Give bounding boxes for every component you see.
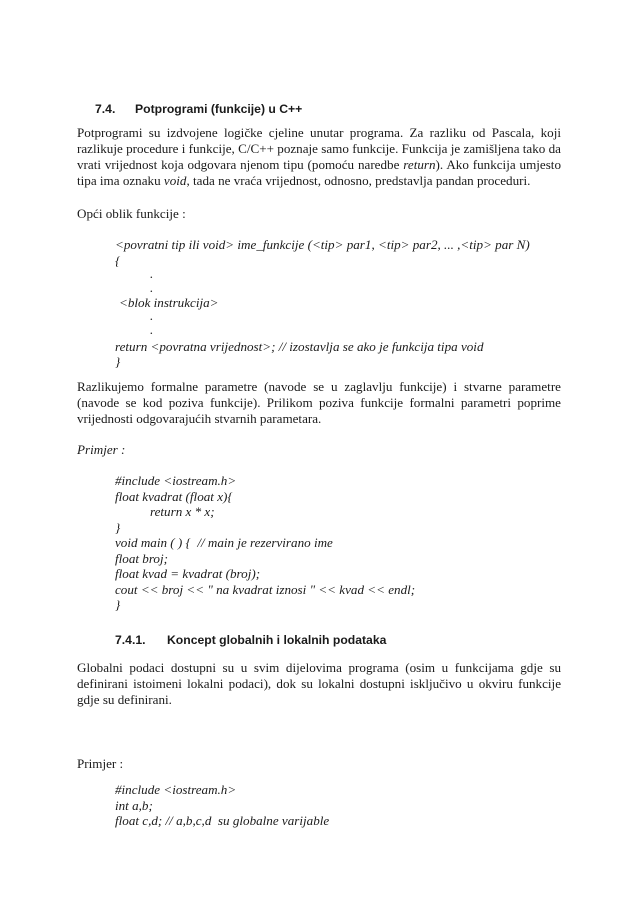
example1-line: float broj; <box>115 551 168 566</box>
globals-paragraph: Globalni podaci dostupni su u svim dijelovima programa (osim u funkcijama gdje su definirani istoimeni lokalni podaci), dok su lokalni dostupni isključivo u okviru funkcije gdje su definirani. <box>77 660 561 707</box>
example1-label: Primjer : <box>77 442 126 457</box>
example1-line: void main ( ) { // main je rezervirano ime <box>115 535 333 550</box>
general-form-line: <blok instrukcija> <box>119 295 219 310</box>
intro-text-3: , tada ne vraća vrijednost, odnosno, predstavlja pandan proceduri. <box>186 173 531 188</box>
example2-line: #include <iostream.h> <box>115 782 237 797</box>
general-form-line: . <box>150 322 154 337</box>
general-form-line: . <box>150 280 154 295</box>
general-form-line: <povratni tip ili void> ime_funkcije (<tip> par1, <tip> par2, ... ,<tip> par N) <box>115 237 530 252</box>
general-form-line: { <box>115 253 121 268</box>
example1-line: float kvad = kvadrat (broj); <box>115 566 261 581</box>
example2-label: Primjer : <box>77 756 124 771</box>
example1-line: float kvadrat (float x){ <box>115 489 233 504</box>
intro-void-keyword: void <box>163 173 187 188</box>
intro-return-keyword: return <box>403 157 436 172</box>
general-form-line: . <box>150 308 154 323</box>
general-form-line: } <box>115 354 121 369</box>
example1-line: cout << broj << " na kvadrat iznosi " << kvad << endl; <box>115 582 416 597</box>
params-paragraph: Razlikujemo formalne parametre (navode se u zaglavlju funkcije) i stvarne parametre (navode se kod poziva funkcije). Prilikom poziva funkcije formalni parametri poprime vrijednosti odgovarajućih stvarnih parametara. <box>77 379 561 426</box>
example1-line: } <box>115 520 121 535</box>
section-number: 7.4. <box>95 102 116 116</box>
intro-text-1: Potprogrami su izdvojene logičke cjeline unutar programa. Za razliku od Pascala, koji razlikuje procedure i funkcije, C/C++ poznaje samo funkcije. Funkcija je zamišljena tako da vrati vrijednost koja odgovara njenom tipu (pomoću naredbe <box>77 125 561 172</box>
general-form-line: return <povratna vrijednost>; // izostavlja se ako je funkcija tipa void <box>115 339 484 354</box>
example2-line: float c,d; // a,b,c,d su globalne varijable <box>115 813 330 828</box>
example2-line: int a,b; <box>115 798 153 813</box>
subsection-number: 7.4.1. <box>115 633 146 647</box>
example1-line: return x * x; <box>150 504 215 519</box>
example1-line: #include <iostream.h> <box>115 473 237 488</box>
example1-line: } <box>115 597 121 612</box>
section-title: Potprogrami (funkcije) u C++ <box>135 102 303 116</box>
general-form-label: Opći oblik funkcije : <box>77 206 186 221</box>
subsection-title: Koncept globalnih i lokalnih podataka <box>167 633 387 647</box>
general-form-line: . <box>150 266 154 281</box>
intro-text-2: ). Ako funkcija umjesto tipa ima oznaku <box>77 157 561 188</box>
intro-paragraph <box>77 125 561 189</box>
